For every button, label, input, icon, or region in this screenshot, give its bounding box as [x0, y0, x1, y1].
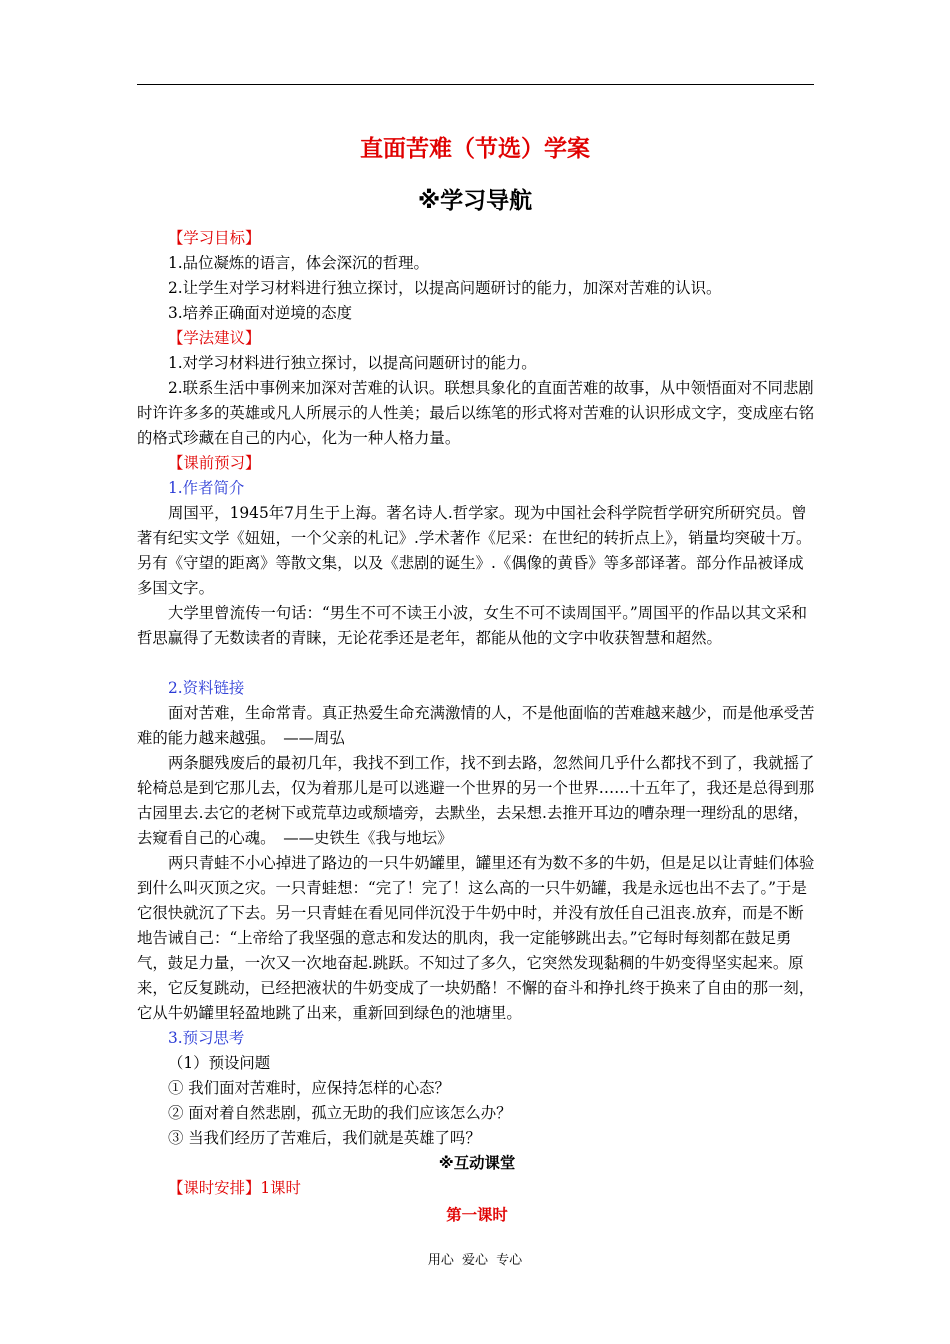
method-item: 1.对学习材料进行独立探讨，以提高问题研讨的能力。: [168, 354, 537, 372]
question-item: ③ 当我们经历了苦难后，我们就是英雄了吗？: [168, 1129, 481, 1147]
schedule-value: 1课时: [260, 1179, 301, 1197]
main-content: [137, 226, 817, 1228]
think-heading: 3.预习思考: [168, 1029, 245, 1047]
author-paragraph: 大学里曾流传一句话：“男生不可不读王小波，女生不可不读周国平。”周国平的作品以其文采和哲思赢得了无数读者的青睐，无论花季还是老年，都能从他的文字中收获智慧和超然。: [137, 604, 808, 647]
question-item: ② 面对着自然悲剧，孤立无助的我们应该怎么办？: [168, 1104, 512, 1122]
page-title: 直面苦难（节选）学案: [360, 136, 590, 162]
material-heading: 2.资料链接: [168, 679, 245, 697]
lesson-heading: 第一课时: [446, 1206, 508, 1224]
interactive-heading: ※互动课堂: [438, 1154, 516, 1172]
preview-header: 【课前预习】: [168, 454, 261, 472]
schedule-line: [137, 1176, 817, 1201]
goals-header: 【学习目标】: [168, 229, 261, 247]
think-subheading: （1）预设问题: [168, 1054, 271, 1072]
author-heading: 1.作者简介: [168, 479, 245, 497]
method-header: 【学法建议】: [168, 329, 261, 347]
material-paragraph: 两条腿残废后的最初几年，我找不到工作，找不到去路，忽然间几乎什么都找不到了，我就摇了轮椅总是到它那儿去，仅为着那儿是可以逃避一个世界的另一个世界……十五年了，我还是总得到那古园里去.去它的老树下或荒草边或颓墙旁，去默坐，去呆想.去推开耳边的嘈杂理一理纷乱的思绪，去窥看自己的心魂。 ——史铁生《我与地坛》: [137, 754, 815, 847]
schedule-label: 【课时安排】: [168, 1179, 261, 1197]
section-title-study-guide: ※学习导航: [417, 188, 533, 214]
goal-item: 1.品位凝炼的语言，体会深沉的哲理。: [168, 254, 429, 272]
method-item: 2.联系生活中事例来加深对苦难的认识。联想具象化的直面苦难的故事，从中领悟面对不同悲剧时许许多多的英雄或凡人所展示的人性美；最后以练笔的形式将对苦难的认识形成文字，变成座右铭的格式珍藏在自己的内心，化为一种人格力量。: [137, 379, 815, 447]
spacer: [137, 651, 817, 676]
goal-item: 2.让学生对学习材料进行独立探讨，以提高问题研讨的能力，加深对苦难的认识。: [168, 279, 722, 297]
goal-item: 3.培养正确面对逆境的态度: [168, 304, 352, 322]
author-paragraph: 周国平，1945年7月生于上海。著名诗人.哲学家。现为中国社会科学院哲学研究所研究员。曾著有纪实文学《妞妞，一个父亲的札记》.学术著作《尼采：在世纪的转折点上》，销量均突破十万。另有《守望的距离》等散文集，以及《悲剧的诞生》.《偶像的黄昏》等多部译著。部分作品被译成多国文字。: [137, 504, 812, 597]
material-paragraph: 两只青蛙不小心掉进了路边的一只牛奶罐里，罐里还有为数不多的牛奶，但是足以让青蛙们体验到什么叫灭顶之灾。一只青蛙想：“完了！完了！这么高的一只牛奶罐，我是永远也出不去了。”于是它很快就沉了下去。另一只青蛙在看见同伴沉没于牛奶中时，并没有放任自己沮丧.放弃，而是不断地告诫自己：“上帝给了我坚强的意志和发达的肌肉，我一定能够跳出去。”它每时每刻都在鼓足勇气，鼓足力量，一次又一次地奋起.跳跃。不知过了多久，它突然发现黏稠的牛奶变得坚实起来。原来，它反复跳动，已经把液状的牛奶变成了一块奶酪！不懈的奋斗和挣扎终于换来了自由的那一刻，它从牛奶罐里轻盈地跳了出来，重新回到绿色的池塘里。: [137, 854, 815, 1022]
page-footer: 用心 爱心 专心: [427, 1253, 523, 1268]
question-item: ① 我们面对苦难时，应保持怎样的心态？: [168, 1079, 450, 1097]
header-rule: [137, 84, 814, 85]
material-paragraph: 面对苦难，生命常青。真正热爱生命充满激情的人，不是他面临的苦难越来越少，而是他承受苦难的能力越来越强。 ——周弘: [137, 704, 815, 747]
